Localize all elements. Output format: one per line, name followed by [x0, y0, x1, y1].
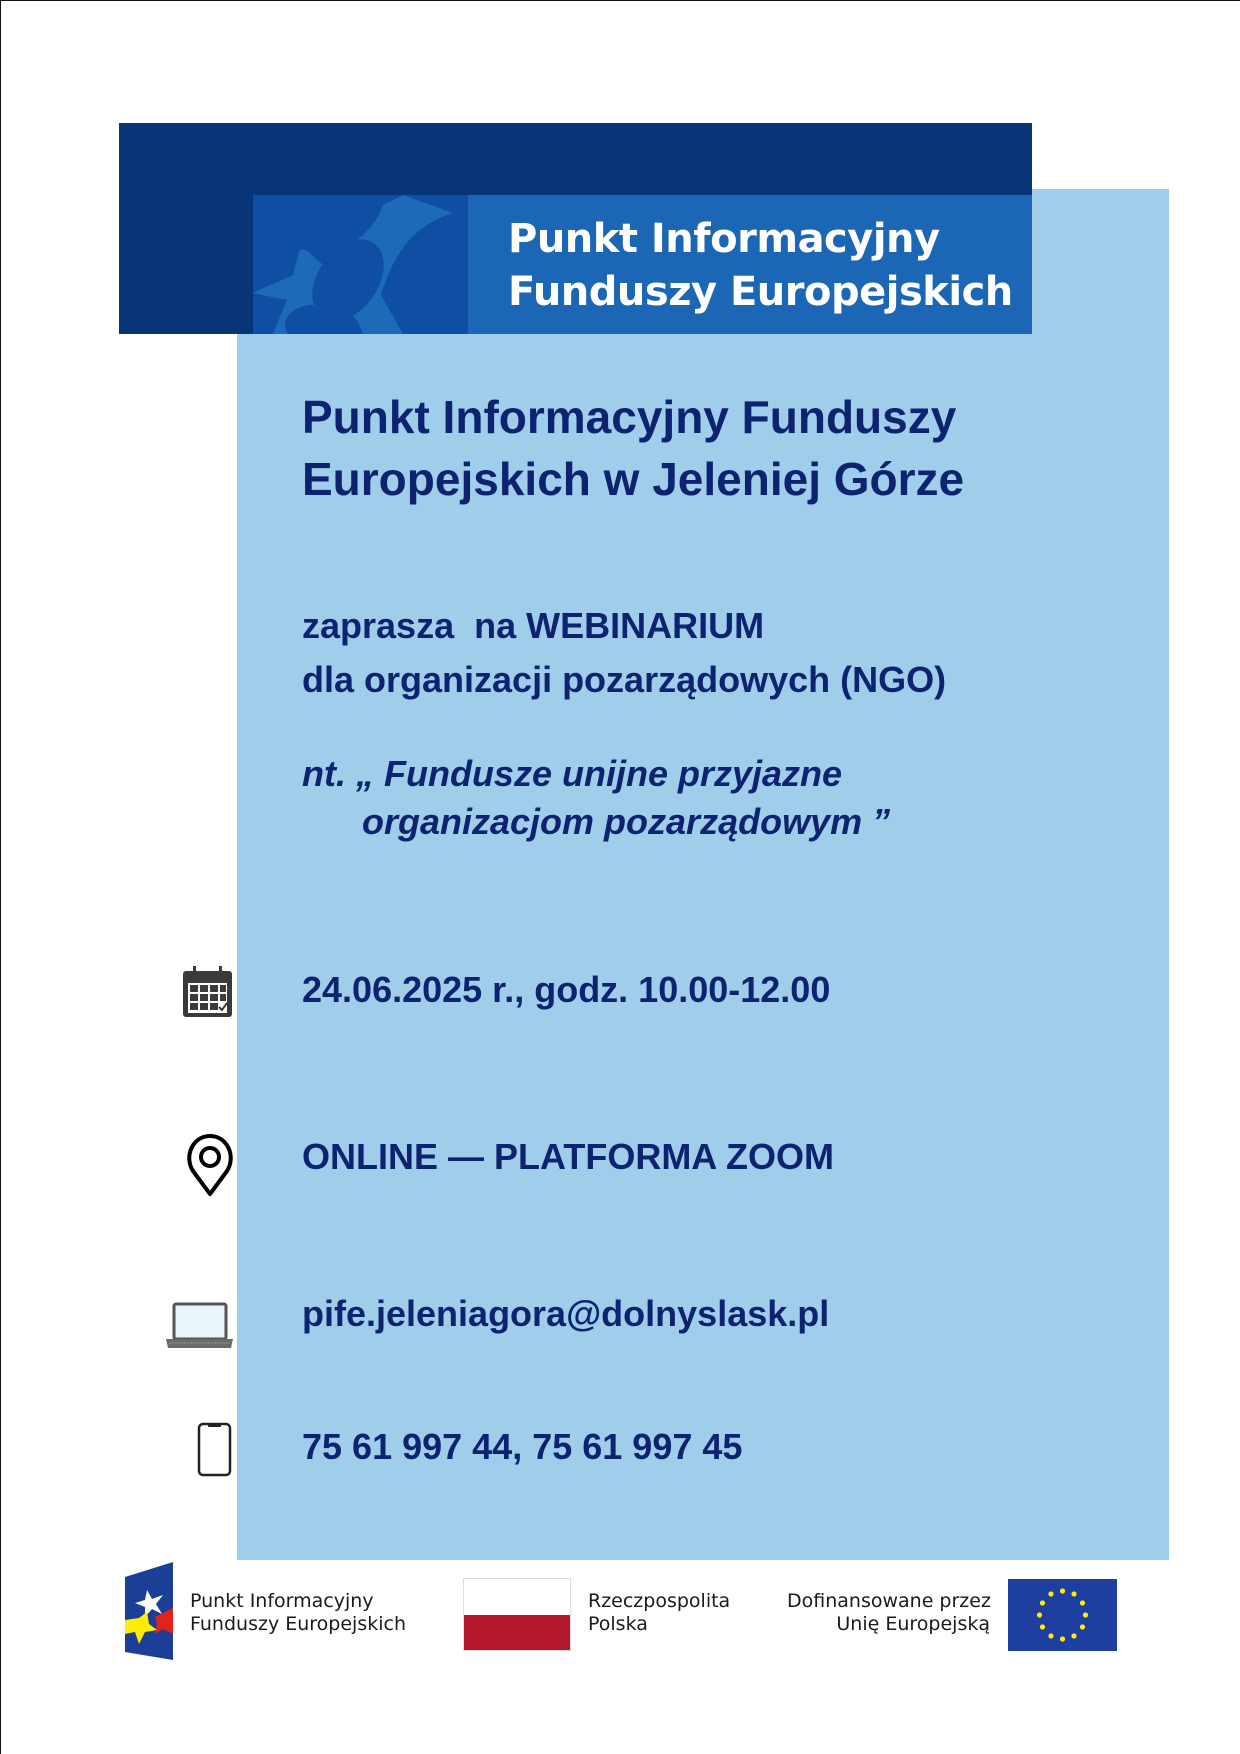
header-banner: [119, 123, 1032, 334]
calendar-icon: [183, 966, 232, 1022]
banner-text-panel: [468, 195, 1032, 334]
eu-logo-line2: Unię Europejską: [836, 1613, 990, 1635]
rp-logo-line1: Rzeczpospolita: [588, 1590, 731, 1612]
banner-star-graphic: [253, 195, 470, 334]
page-title-line1: Punkt Informacyjny Funduszy: [302, 391, 957, 443]
banner-title-line1: Punkt Informacyjny: [508, 216, 940, 262]
banner-title-line2: Funduszy Europejskich: [508, 269, 1013, 315]
event-location: ONLINE — PLATFORMA ZOOM: [302, 1136, 834, 1177]
rp-logo-text: [588, 1590, 730, 1636]
stars-icon: [253, 195, 470, 334]
webinar-topic: [302, 750, 890, 846]
invitation-line1: zaprasza na WEBINARIUM: [302, 605, 765, 646]
topic-line2: organizacjom pozarządowym ”: [362, 801, 891, 842]
eu-logo-text: [787, 1590, 990, 1636]
poland-flag-icon: [463, 1578, 571, 1651]
contact-email[interactable]: pife.jeleniagora@dolnyslask.pl: [302, 1293, 830, 1334]
laptop-icon: [165, 1302, 234, 1355]
map-pin-icon: [186, 1133, 234, 1202]
fe-logo-text: [190, 1590, 406, 1636]
invitation-line2: dla organizacji pozarządowych (NGO): [302, 659, 947, 700]
page-title-line2: Europejskich w Jeleniej Górze: [302, 453, 965, 505]
page-title: [302, 386, 964, 510]
fe-logo-line1: Punkt Informacyjny: [190, 1590, 374, 1612]
contact-phone: 75 61 997 44, 75 61 997 45: [302, 1426, 743, 1467]
event-date: 24.06.2025 r., godz. 10.00-12.00: [302, 969, 831, 1010]
rp-logo-line2: Polska: [588, 1613, 648, 1635]
fe-logo-icon: [125, 1562, 175, 1667]
eu-flag-icon: [1008, 1579, 1117, 1656]
banner-title: [508, 213, 1013, 319]
fe-logo-line2: Funduszy Europejskich: [190, 1613, 406, 1635]
topic-line1: nt. „ Fundusze unijne przyjazne: [302, 753, 843, 794]
invitation-text: [302, 599, 946, 707]
smartphone-icon: [197, 1422, 232, 1482]
eu-logo-line1: Dofinansowane przez: [787, 1590, 991, 1612]
